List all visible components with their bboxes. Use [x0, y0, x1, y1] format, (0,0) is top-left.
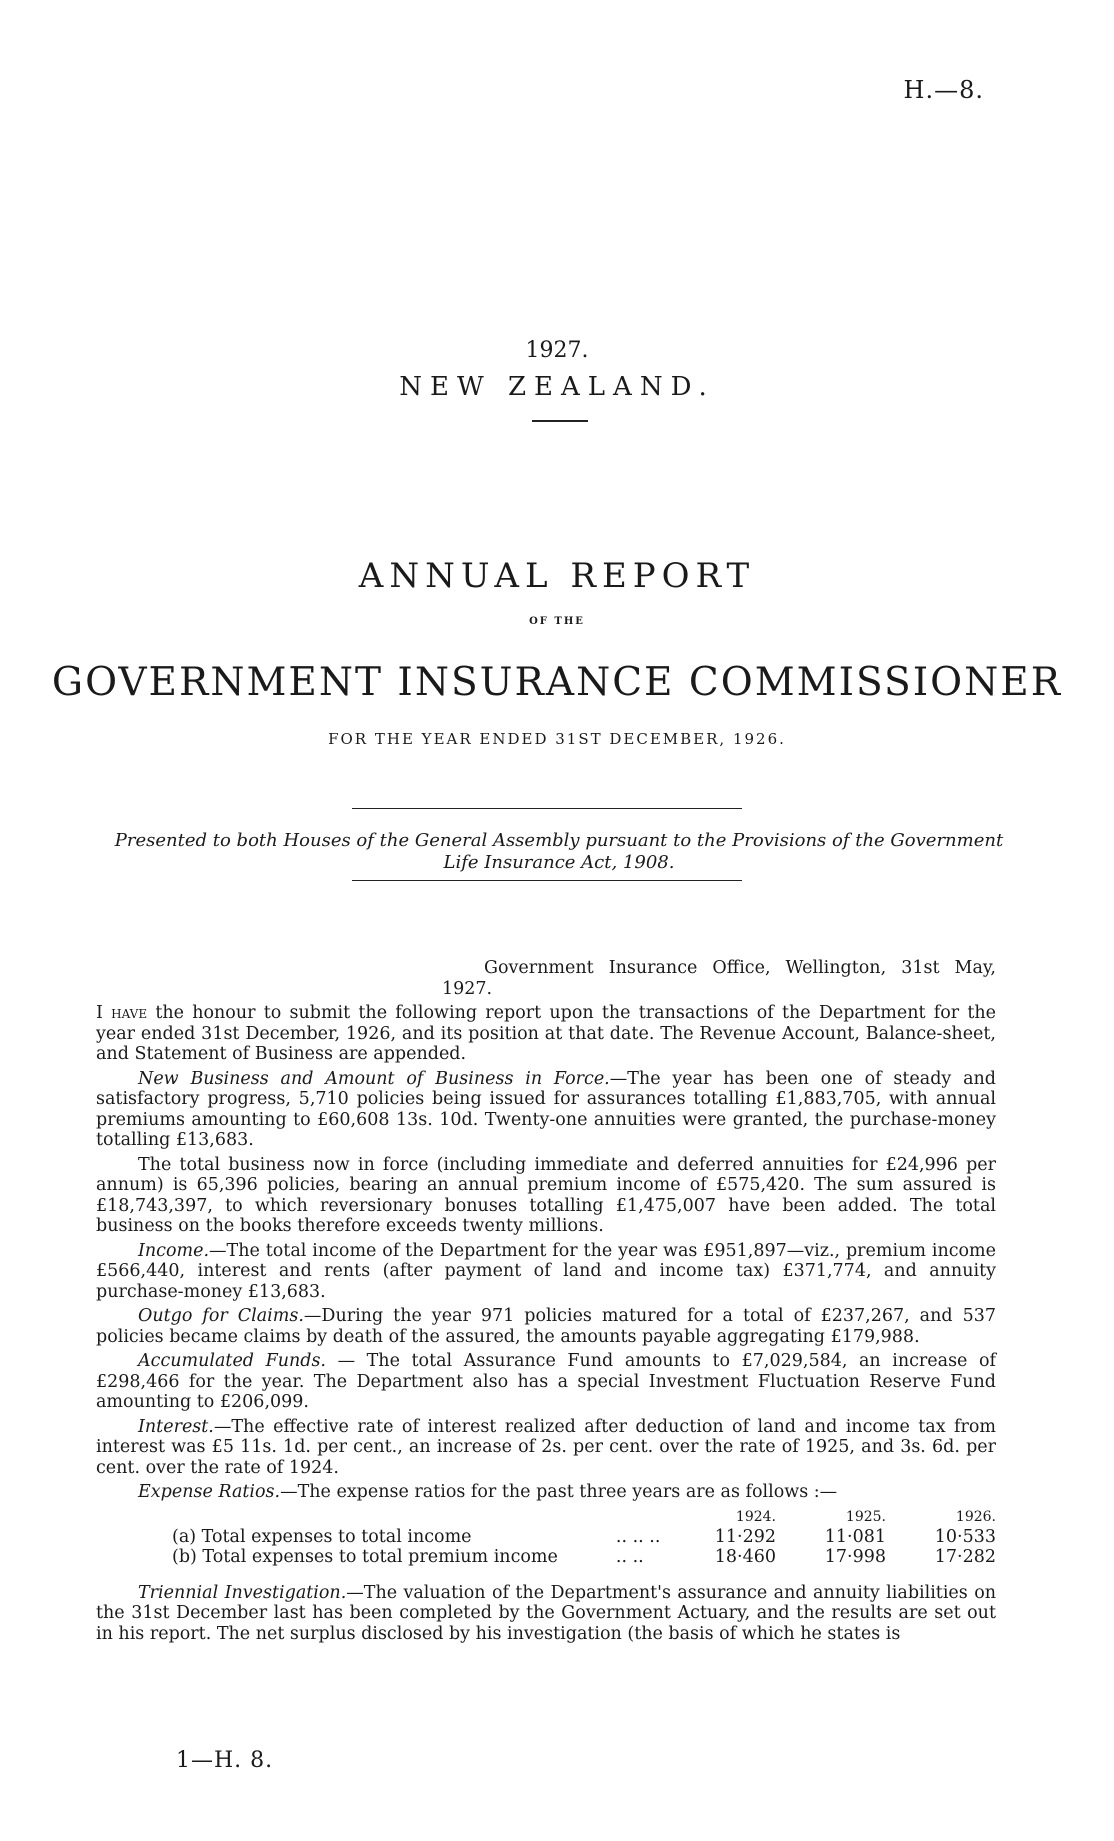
table-cell: 11·081: [824, 1526, 886, 1547]
intro-paragraph: [96, 1003, 996, 1065]
table-row: [96, 1527, 996, 1547]
table-cell: 17·998: [824, 1546, 886, 1567]
dateline: Government Insurance Office, Wellington, 31st May, 1927.: [442, 958, 996, 999]
country-heading: NEW ZEALAND.: [399, 372, 715, 402]
report-subject: GOVERNMENT INSURANCE COMMISSIONER: [51, 660, 1063, 705]
table-cell: 11·292: [714, 1526, 776, 1547]
section-outgo: [96, 1306, 996, 1347]
leader-dots: .. .. ..: [615, 1526, 661, 1547]
table-cell: 17·282: [934, 1546, 996, 1567]
table-cell: 18·460: [714, 1546, 776, 1567]
divider: [532, 420, 588, 422]
section-funds: [96, 1351, 996, 1413]
section-income: [96, 1241, 996, 1303]
section-text: The total business now in force (including immediate and deferred annuities for £24,996 per annum) is 65,396 policies, bearing an annual premium income of £575,420. The sum assured is £18,743,397, to which reversionary bonuses totalling £1,475,007 have been added. The total business on the books therefore exceeds twenty millions.: [96, 1154, 996, 1236]
section-business-in-force: [96, 1155, 996, 1237]
row-label: (a) Total expenses to total income: [172, 1526, 472, 1547]
column-header: 1925.: [845, 1508, 886, 1525]
report-body: [96, 958, 996, 1648]
report-title-connector: OF THE: [529, 616, 585, 627]
section-text: —The valuation of the Department's assurance and annuity liabilities on the 31st December last has been completed by the Government Actuary, and the results are set out in his report. The net surplus disclosed by his investigation (the basis of which he states is: [96, 1582, 997, 1644]
section-interest: [96, 1417, 996, 1479]
document-year: 1927.: [525, 338, 589, 363]
intro-text: the honour to submit the following report upon the transactions of the Department for the year ended 31st December, 1926, and its position at that date. The Revenue Account, Balance-sheet, and Statement of Business are appended.: [96, 1003, 997, 1064]
section-heading: New Business and Amount of Business in Force.: [138, 1068, 610, 1089]
section-heading: Triennial Investigation.: [138, 1582, 347, 1603]
table-row: [96, 1547, 996, 1567]
section-text: —The year has been one of steady and satisfactory progress, 5,710 policies being issued for assurances totalling £1,883,705, with annual premiums amounting to £60,608 13s. 10d. Twenty-one annuities were granted, the purchase-money totalling £13,683.: [96, 1068, 996, 1150]
expense-ratio-table: [96, 1507, 996, 1567]
page-reference: H.—8.: [903, 76, 984, 104]
report-period: FOR THE YEAR ENDED 31ST DECEMBER, 1926.: [328, 730, 786, 748]
page-footer: 1—H. 8.: [176, 1748, 274, 1773]
row-label: (b) Total expenses to total premium income: [172, 1546, 558, 1567]
section-heading: Income.: [138, 1240, 210, 1261]
divider: [352, 880, 742, 881]
section-text: —The effective rate of interest realized after deduction of land and income tax from interest was £5 11s. 1d. per cent., an increase of 2s. per cent. over the rate of 1925, and 3s. 6d. per cent. over the rate of 1924.: [96, 1416, 996, 1478]
divider: [352, 808, 742, 809]
section-text: — The total Assurance Fund amounts to £7,029,584, an increase of £298,466 for the year. The Department also has a special Investment Fluctuation Reserve Fund amounting to £206,099.: [96, 1351, 996, 1412]
section-heading: Interest.: [138, 1416, 214, 1437]
section-expense: [96, 1482, 996, 1503]
table-cell: 10·533: [934, 1526, 996, 1547]
section-triennial: [96, 1583, 996, 1645]
table-header-row: [96, 1507, 996, 1527]
section-text: —The total income of the Department for the year was £951,897—viz., premium income £566,440, interest and rents (after payment of land and income tax) £371,774, and annuity purchase-money £13,683.: [96, 1240, 996, 1302]
presentation-note: Presented to both Houses of the General Assembly pursuant to the Provisions of the Government Life Insurance Act, 1908.: [114, 830, 1004, 873]
section-heading: Accumulated Funds.: [138, 1351, 326, 1371]
section-text: —The expense ratios for the past three years are as follows :—: [280, 1482, 838, 1502]
column-header: 1924.: [735, 1508, 776, 1525]
report-title: ANNUAL REPORT: [358, 556, 756, 596]
column-header: 1926.: [955, 1508, 996, 1525]
section-text: —During the year 971 policies matured for a total of £237,267, and 537 policies became claims by death of the assured, the amounts payable aggregating £179,988.: [96, 1306, 996, 1347]
section-new-business: [96, 1069, 996, 1151]
leader-dots: .. ..: [615, 1546, 644, 1567]
section-heading: Expense Ratios.: [138, 1482, 281, 1502]
section-heading: Outgo for Claims.: [138, 1306, 304, 1326]
intro-lead: I have: [96, 1003, 148, 1023]
